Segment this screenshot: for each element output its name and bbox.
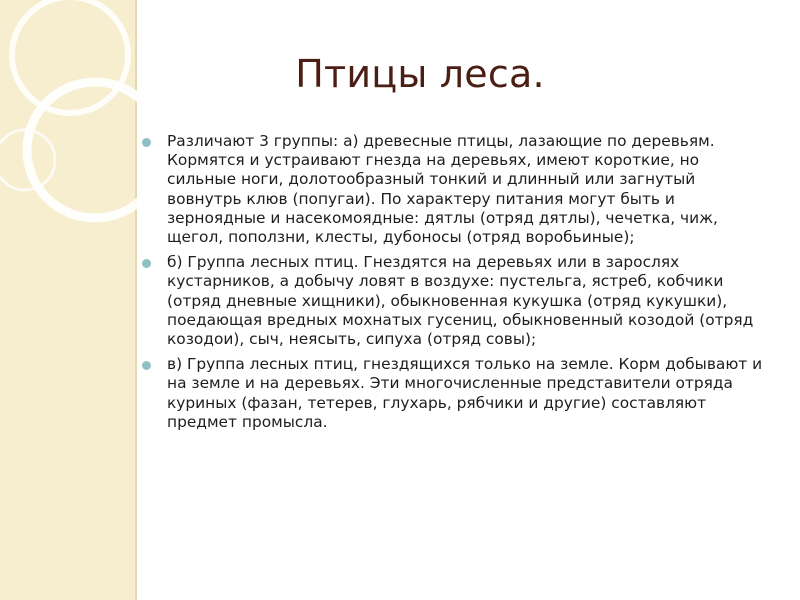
- list-item: [142, 253, 772, 349]
- bullet-text: Различают 3 группы: а) древесные птицы, лазающие по деревьям. Кормятся и устраивают гнезда на деревьях, имеют короткие, но сильные ноги, долотообразный тонкий и длинный или загнутый вовнутрь клюв (попугаи). По характеру питания могут быть и зерноядные и насекомоядные: дятлы (отряд дятлы), чечетка, чиж, щегол, поползни, клесты, дубоносы (отряд воробьиные);: [167, 132, 718, 247]
- list-item: [142, 132, 772, 247]
- bullet-text: б) Группа лесных птиц. Гнездятся на деревьях или в зарослях кустарников, а добычу ловят в воздухе: пустельга, ястреб, кобчики (отряд дневные хищники), обыкновенная кукушка (отряд кукушки), поедающая вредных мохнатых гусениц, обыкновенный козодой (отряд козодои), сыч, неясыть, сипуха (отряд совы);: [167, 253, 754, 349]
- bullet-icon: [142, 138, 151, 147]
- bullet-icon: [142, 361, 151, 370]
- slide-title: Птицы леса.: [295, 52, 545, 96]
- bullet-list: [142, 132, 772, 438]
- list-item: [142, 355, 772, 432]
- bullet-text: в) Группа лесных птиц, гнездящихся только на земле. Корм добывают и на земле и на деревьях. Эти многочисленные представители отряда куриных (фазан, тетерев, глухарь, рябчики и другие) составляют предмет промысла.: [167, 355, 763, 431]
- bullet-icon: [142, 259, 151, 268]
